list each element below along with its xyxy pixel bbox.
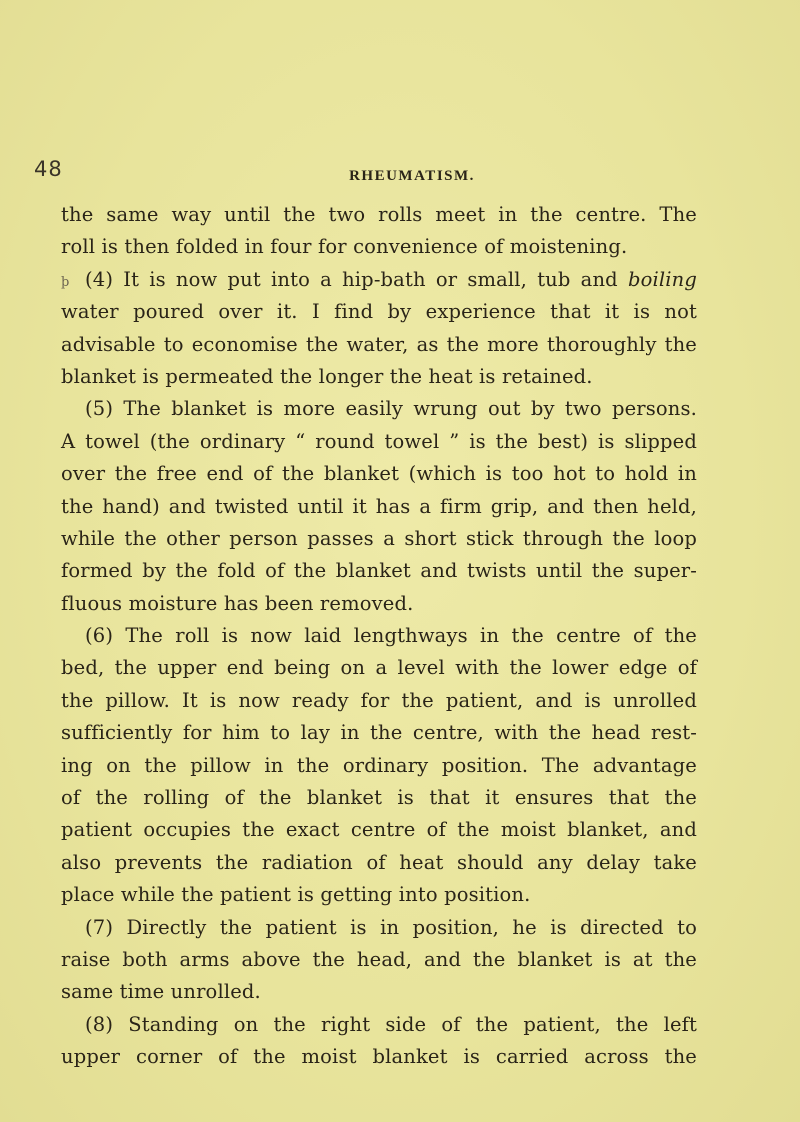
italic-word: boiling xyxy=(627,267,697,291)
text-line: (8) Standing on the right side of the patient, the left xyxy=(85,1012,697,1036)
text-line: (7) Directly the patient is in position, he is directed to xyxy=(85,915,697,939)
text-line: same time unrolled. xyxy=(61,980,261,1004)
text-line: A towel (the ordinary “ round towel ” is the best) is slipped xyxy=(61,429,697,453)
text-line: roll is then folded in four for convenience of moistening. xyxy=(61,235,628,259)
text-line: sufficiently for him to lay in the centre, with the head rest- xyxy=(61,721,697,745)
text-line: the hand) and twisted until it has a firm grip, and then held, xyxy=(61,494,697,518)
text-line: upper corner of the moist blanket is carried across the xyxy=(61,1045,697,1069)
running-head: RHEUMATISM. xyxy=(349,168,475,184)
stray-mark: þ xyxy=(61,274,70,290)
text-line: over the free end of the blanket (which is too hot to hold in xyxy=(61,462,697,486)
text-line: also prevents the radiation of heat should any delay take xyxy=(61,850,697,874)
text-line-part: (4) It is now put into a hip-bath or small, tub and xyxy=(85,267,628,291)
text-line xyxy=(61,264,697,296)
text-line: blanket is permeated the longer the heat is retained. xyxy=(61,364,593,388)
text-line: of the rolling of the blanket is that it ensures that the xyxy=(61,786,697,810)
text-line: water poured over it. I find by experience that it is not xyxy=(61,300,697,324)
text-line: the pillow. It is now ready for the patient, and is unrolled xyxy=(61,688,697,712)
text-line: the same way until the two rolls meet in the centre. The xyxy=(61,203,697,226)
text-line: (6) The roll is now laid lengthways in the centre of the xyxy=(85,624,697,648)
text-line: bed, the upper end being on a level with the lower edge of xyxy=(61,656,697,680)
page-number: 48 xyxy=(34,157,63,181)
body-text xyxy=(61,199,697,1074)
text-line: while the other person passes a short stick through the loop xyxy=(61,526,697,550)
text-line: formed by the fold of the blanket and twists until the super- xyxy=(61,559,697,583)
text-line: advisable to economise the water, as the more thoroughly the xyxy=(61,332,697,356)
text-line: patient occupies the exact centre of the moist blanket, and xyxy=(61,818,697,842)
text-line: ing on the pillow in the ordinary position. The advantage xyxy=(61,753,697,777)
text-line: raise both arms above the head, and the blanket is at the xyxy=(61,947,697,971)
text-line: place while the patient is getting into position. xyxy=(61,883,531,907)
text-line: fluous moisture has been removed. xyxy=(61,591,414,615)
text-line: (5) The blanket is more easily wrung out by two persons. xyxy=(85,397,697,421)
